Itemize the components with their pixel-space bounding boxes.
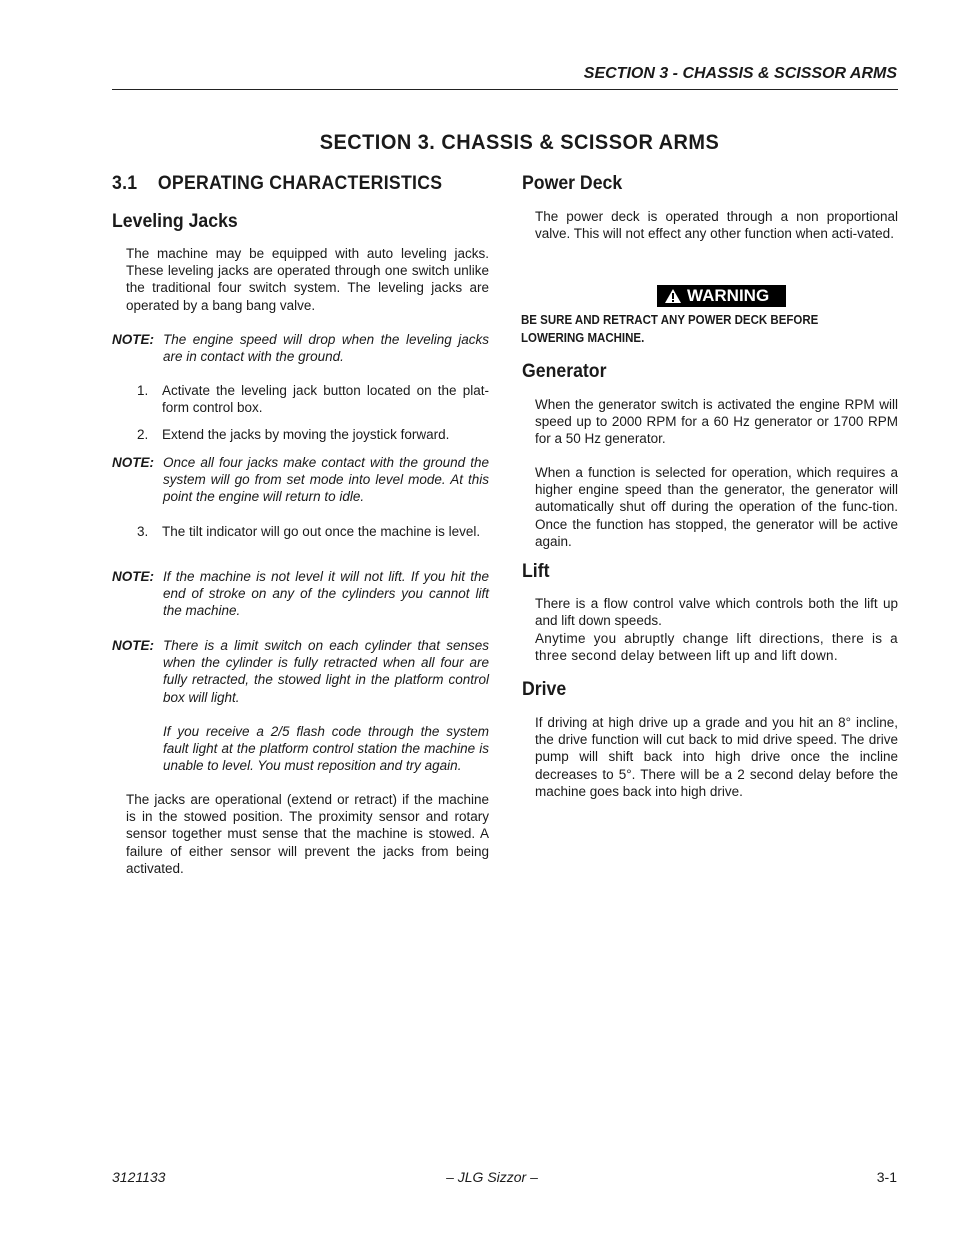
note-text: The engine speed will drop when the leveling jacks are in contact with the ground.: [163, 332, 489, 365]
warning-triangle-icon: [664, 288, 682, 304]
note-not-level: [112, 568, 489, 620]
note-label: NOTE:: [112, 638, 154, 653]
generator-paragraph-1: When the generator switch is activated the engine RPM will speed up to 2000 RPM for a 60 Hz generator or 1700 RPM for a 50 Hz generator.: [535, 397, 898, 447]
running-header: SECTION 3 - CHASSIS & SCISSOR ARMS: [583, 65, 897, 82]
note-label: NOTE:: [112, 569, 154, 584]
note-label: NOTE:: [112, 332, 154, 347]
power-deck-heading: Power Deck: [522, 173, 623, 194]
leveling-closing-paragraph: The jacks are operational (extend or retract) if the machine is in the stowed position. The proximity sensor and rotary sensor together must sense that the machine is stowed. A failure of either sensor will prevent the jacks from being activated.: [126, 792, 489, 876]
note-label: NOTE:: [112, 455, 154, 470]
step-1: [137, 382, 489, 416]
step-number: 2.: [137, 427, 149, 442]
step-text: Activate the leveling jack button located on the plat-form control box.: [162, 383, 489, 416]
lift-paragraph-2: Anytime you abruptly change lift directions, there is a three second delay between lift up and lift down.: [535, 631, 898, 664]
footer-page-number: 3-1: [876, 1169, 897, 1185]
warning-text: BE SURE AND RETRACT ANY POWER DECK BEFORE LOWERING MACHINE.: [521, 313, 819, 345]
subsection-title: OPERATING CHARACTERISTICS: [157, 173, 443, 194]
header-divider: [112, 89, 898, 90]
power-deck-paragraph: The power deck is operated through a non proportional valve. This will not effect any other function when acti-vated.: [535, 209, 898, 242]
step-text: The tilt indicator will go out once the machine is level.: [162, 524, 481, 539]
section-title: SECTION 3. CHASSIS & SCISSOR ARMS: [319, 131, 720, 154]
leveling-intro-paragraph: The machine may be equipped with auto leveling jacks. These leveling jacks are operated through one switch unlike the traditional four switch system. The leveling jacks are operated by a bang bang valve.: [126, 246, 489, 313]
footer-document-number: 3121133: [112, 1169, 166, 1185]
note-limit-switch: [112, 637, 489, 774]
note-text-continued: If you receive a 2/5 flash code through the system fault light at the platform control station the machine is unable to level. You must reposition and try again.: [163, 723, 489, 774]
note-engine-speed: [112, 331, 489, 365]
subsection-heading: [112, 173, 442, 195]
step-number: 1.: [137, 383, 149, 398]
step-2: [137, 426, 489, 443]
generator-heading: Generator: [522, 361, 607, 382]
subsection-number: 3.1: [112, 173, 138, 194]
note-text: There is a limit switch on each cylinder that senses when the cylinder is fully retracted when all four are fully retracted, the stowed light in the platform control box will light.: [163, 638, 489, 705]
note-level-mode: [112, 454, 489, 506]
footer-title: – JLG Sizzor –: [446, 1169, 538, 1185]
step-text: Extend the jacks by moving the joystick forward.: [162, 427, 450, 442]
step-number: 3.: [137, 524, 149, 539]
generator-paragraph-2: When a function is selected for operation, which requires a higher engine speed than the generator, the generator will automatically shut off during the operation of the func-tion. Once the function has stopped, the generator will be active again.: [535, 465, 898, 549]
lift-paragraph-1: There is a flow control valve which controls both the lift up and lift down speeds.: [535, 596, 898, 629]
note-text: Once all four jacks make contact with the ground the system will go from set mode into level mode. At this point the engine will return to idle.: [163, 455, 489, 505]
drive-heading: Drive: [522, 679, 567, 700]
warning-badge: [657, 285, 786, 307]
step-3: [137, 523, 489, 540]
drive-paragraph: If driving at high drive up a grade and you hit an 8° incline, the drive function will cut back to mid drive speed. The drive pump will shift back into high drive once the incline decreases to 5°. There will be a 2 second delay before the machine goes back into high drive.: [535, 715, 898, 799]
leveling-jacks-heading: Leveling Jacks: [112, 211, 238, 232]
warning-label: WARNING: [687, 286, 770, 305]
lift-heading: Lift: [522, 561, 550, 582]
note-text: If the machine is not level it will not lift. If you hit the end of stroke on any of the cylinders you cannot lift the machine.: [163, 569, 489, 619]
